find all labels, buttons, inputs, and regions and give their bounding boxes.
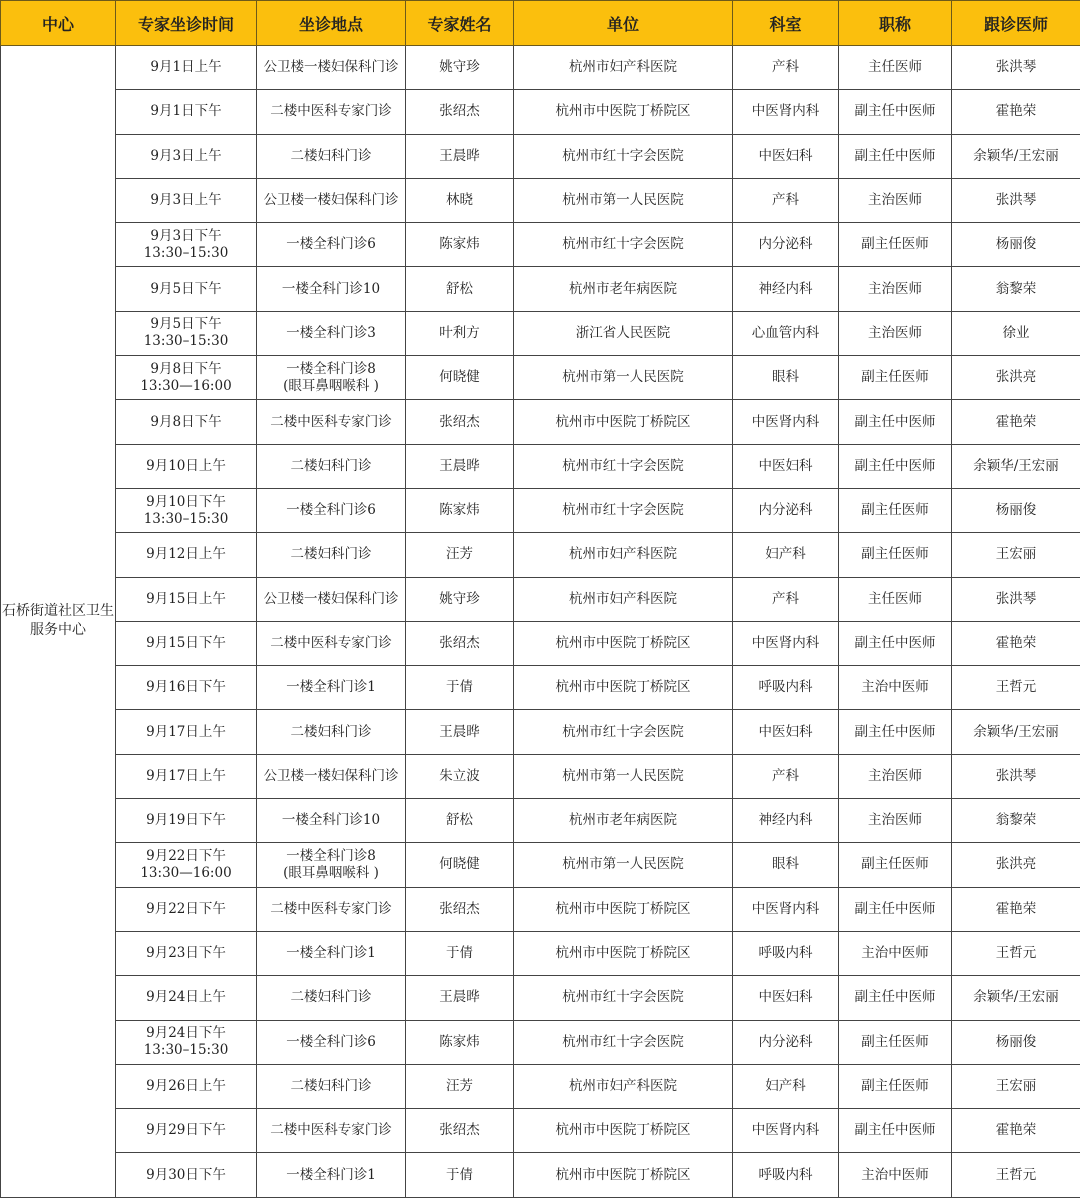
table-row <box>1 1153 1080 1197</box>
assistant-cell: 霍艳荣 <box>952 621 1080 665</box>
department-cell: 中医肾内科 <box>733 1109 839 1153</box>
location-line: 一楼全科门诊1 <box>286 1166 376 1183</box>
time-line: 9月17日上午 <box>146 723 226 740</box>
location-line: 二楼妇科门诊 <box>290 147 372 164</box>
expert-cell: 叶利方 <box>406 311 514 355</box>
table-row <box>1 533 1080 577</box>
assistant-cell: 余颖华/王宏丽 <box>952 444 1080 488</box>
department-cell: 内分泌科 <box>733 223 839 267</box>
assistant-cell: 王宏丽 <box>952 1064 1080 1108</box>
time-line: 9月1日上午 <box>150 59 222 76</box>
location-line: 二楼妇科门诊 <box>290 989 372 1006</box>
location-line: 一楼全科门诊3 <box>286 324 376 341</box>
title-cell: 主治医师 <box>839 799 952 843</box>
header-row <box>1 1 1080 46</box>
department-cell: 内分泌科 <box>733 488 839 532</box>
unit-cell: 杭州市红十字会医院 <box>514 710 733 754</box>
department-cell: 呼吸内科 <box>733 666 839 710</box>
table-row <box>1 46 1080 90</box>
location-note-line: (眼耳鼻咽喉科 ) <box>283 377 379 394</box>
location-cell <box>257 931 406 975</box>
time-cell <box>116 267 257 311</box>
location-line: 一楼全科门诊6 <box>286 1033 376 1050</box>
time-line: 9月10日上午 <box>146 457 226 474</box>
header-location: 坐诊地点 <box>257 1 406 46</box>
expert-cell: 舒松 <box>406 799 514 843</box>
expert-cell: 张绍杰 <box>406 1109 514 1153</box>
unit-cell: 杭州市红十字会医院 <box>514 134 733 178</box>
assistant-cell: 王哲元 <box>952 666 1080 710</box>
location-cell <box>257 400 406 444</box>
time-range-line: 13:30—16:00 <box>140 377 232 394</box>
unit-cell: 杭州市中医院丁桥院区 <box>514 1153 733 1197</box>
assistant-cell: 徐业 <box>952 311 1080 355</box>
location-cell <box>257 533 406 577</box>
time-line: 9月12日上午 <box>146 546 226 563</box>
title-cell: 副主任中医师 <box>839 710 952 754</box>
location-cell <box>257 799 406 843</box>
time-cell <box>116 178 257 222</box>
time-line: 9月17日上午 <box>146 767 226 784</box>
time-line: 9月23日下午 <box>146 945 226 962</box>
table-row <box>1 1064 1080 1108</box>
time-cell <box>116 488 257 532</box>
table-row <box>1 577 1080 621</box>
assistant-cell: 张洪琴 <box>952 178 1080 222</box>
table-header <box>1 1 1080 46</box>
time-cell <box>116 931 257 975</box>
expert-cell: 王晨晔 <box>406 976 514 1020</box>
location-line: 一楼全科门诊10 <box>281 812 381 829</box>
expert-cell: 王晨晔 <box>406 134 514 178</box>
department-cell: 中医妇科 <box>733 134 839 178</box>
title-cell: 主任医师 <box>839 46 952 90</box>
title-cell: 副主任中医师 <box>839 400 952 444</box>
location-cell <box>257 46 406 90</box>
location-cell <box>257 356 406 400</box>
expert-cell: 于倩 <box>406 1153 514 1197</box>
title-cell: 主治中医师 <box>839 931 952 975</box>
table-row <box>1 267 1080 311</box>
department-cell: 眼科 <box>733 356 839 400</box>
unit-cell: 浙江省人民医院 <box>514 311 733 355</box>
title-cell: 副主任中医师 <box>839 90 952 134</box>
table-row <box>1 1020 1080 1064</box>
time-cell <box>116 311 257 355</box>
expert-cell: 朱立波 <box>406 754 514 798</box>
time-line: 9月8日下午 <box>150 360 222 377</box>
assistant-cell: 余颖华/王宏丽 <box>952 976 1080 1020</box>
time-range-line: 13:30–15:30 <box>143 333 229 350</box>
time-line: 9月22日下午 <box>146 900 226 917</box>
location-cell <box>257 577 406 621</box>
expert-cell: 何晓健 <box>406 843 514 887</box>
expert-cell: 陈家炜 <box>406 488 514 532</box>
time-line: 9月19日下午 <box>146 812 226 829</box>
header-center: 中心 <box>1 1 116 46</box>
title-cell: 副主任医师 <box>839 488 952 532</box>
location-cell <box>257 976 406 1020</box>
table-row <box>1 1109 1080 1153</box>
table-row <box>1 931 1080 975</box>
header-unit: 单位 <box>514 1 733 46</box>
department-cell: 神经内科 <box>733 799 839 843</box>
location-cell <box>257 710 406 754</box>
location-line: 公卫楼一楼妇保科门诊 <box>263 590 399 607</box>
expert-cell: 姚守珍 <box>406 577 514 621</box>
time-cell <box>116 666 257 710</box>
title-cell: 副主任医师 <box>839 223 952 267</box>
time-line: 9月26日上午 <box>146 1077 226 1094</box>
header-expert: 专家姓名 <box>406 1 514 46</box>
unit-cell: 杭州市中医院丁桥院区 <box>514 621 733 665</box>
title-cell: 副主任医师 <box>839 1020 952 1064</box>
title-cell: 主治中医师 <box>839 666 952 710</box>
expert-cell: 于倩 <box>406 666 514 710</box>
unit-cell: 杭州市妇产科医院 <box>514 46 733 90</box>
table-row <box>1 710 1080 754</box>
department-cell: 产科 <box>733 754 839 798</box>
department-cell: 产科 <box>733 178 839 222</box>
department-cell: 呼吸内科 <box>733 931 839 975</box>
assistant-cell: 杨丽俊 <box>952 1020 1080 1064</box>
expert-cell: 陈家炜 <box>406 223 514 267</box>
department-cell: 中医妇科 <box>733 710 839 754</box>
department-cell: 中医肾内科 <box>733 621 839 665</box>
table-row <box>1 223 1080 267</box>
time-cell <box>116 533 257 577</box>
expert-cell: 王晨晔 <box>406 444 514 488</box>
unit-cell: 杭州市红十字会医院 <box>514 223 733 267</box>
department-cell: 中医肾内科 <box>733 887 839 931</box>
header-time: 专家坐诊时间 <box>116 1 257 46</box>
assistant-cell: 霍艳荣 <box>952 400 1080 444</box>
expert-cell: 舒松 <box>406 267 514 311</box>
time-line: 9月8日下午 <box>150 413 222 430</box>
table-row <box>1 90 1080 134</box>
department-cell: 内分泌科 <box>733 1020 839 1064</box>
time-range-line: 13:30–15:30 <box>143 510 229 527</box>
department-cell: 眼科 <box>733 843 839 887</box>
time-cell <box>116 1064 257 1108</box>
time-line: 9月5日下午 <box>150 280 222 297</box>
unit-cell: 杭州市妇产科医院 <box>514 577 733 621</box>
title-cell: 副主任医师 <box>839 533 952 577</box>
time-range-line: 13:30—16:00 <box>140 864 232 881</box>
time-line: 9月3日上午 <box>150 147 222 164</box>
expert-cell: 张绍杰 <box>406 887 514 931</box>
location-cell <box>257 1020 406 1064</box>
assistant-cell: 余颖华/王宏丽 <box>952 134 1080 178</box>
title-cell: 副主任医师 <box>839 1064 952 1108</box>
expert-cell: 汪芳 <box>406 1064 514 1108</box>
center-name-cell: 石桥街道社区卫生服务中心 <box>1 46 116 1198</box>
time-line: 9月1日下午 <box>150 103 222 120</box>
unit-cell: 杭州市中医院丁桥院区 <box>514 666 733 710</box>
location-line: 二楼妇科门诊 <box>290 457 372 474</box>
location-line: 二楼中医科专家门诊 <box>270 1122 392 1139</box>
time-cell <box>116 223 257 267</box>
expert-cell: 何晓健 <box>406 356 514 400</box>
department-cell: 中医肾内科 <box>733 90 839 134</box>
expert-cell: 张绍杰 <box>406 90 514 134</box>
department-cell: 中医妇科 <box>733 444 839 488</box>
header-assistant: 跟诊医师 <box>952 1 1080 46</box>
table-row <box>1 666 1080 710</box>
table-row <box>1 400 1080 444</box>
location-cell <box>257 1153 406 1197</box>
location-line: 二楼中医科专家门诊 <box>270 635 392 651</box>
location-cell <box>257 843 406 887</box>
time-line: 9月15日上午 <box>146 590 226 607</box>
table-row <box>1 843 1080 887</box>
expert-cell: 林晓 <box>406 178 514 222</box>
header-department: 科室 <box>733 1 839 46</box>
assistant-cell: 霍艳荣 <box>952 90 1080 134</box>
assistant-cell: 张洪琴 <box>952 577 1080 621</box>
assistant-cell: 王哲元 <box>952 1153 1080 1197</box>
unit-cell: 杭州市中医院丁桥院区 <box>514 887 733 931</box>
location-cell <box>257 134 406 178</box>
time-cell <box>116 134 257 178</box>
location-line: 二楼妇科门诊 <box>290 546 372 563</box>
table-row <box>1 754 1080 798</box>
time-cell <box>116 400 257 444</box>
time-line: 9月16日下午 <box>146 679 226 696</box>
time-range-line: 13:30–15:30 <box>143 244 229 261</box>
expert-cell: 汪芳 <box>406 533 514 577</box>
assistant-cell: 王宏丽 <box>952 533 1080 577</box>
time-line: 9月30日下午 <box>146 1166 226 1183</box>
time-cell <box>116 90 257 134</box>
time-range-line: 13:30–15:30 <box>143 1042 229 1059</box>
location-line: 公卫楼一楼妇保科门诊 <box>263 59 399 76</box>
unit-cell: 杭州市中医院丁桥院区 <box>514 400 733 444</box>
location-cell <box>257 223 406 267</box>
location-line: 公卫楼一楼妇保科门诊 <box>263 192 399 209</box>
location-cell <box>257 1109 406 1153</box>
unit-cell: 杭州市第一人民医院 <box>514 754 733 798</box>
unit-cell: 杭州市中医院丁桥院区 <box>514 931 733 975</box>
title-cell: 副主任中医师 <box>839 976 952 1020</box>
assistant-cell: 王哲元 <box>952 931 1080 975</box>
location-cell <box>257 488 406 532</box>
location-line: 一楼全科门诊1 <box>286 679 376 696</box>
location-cell <box>257 1064 406 1108</box>
table-row <box>1 799 1080 843</box>
table-row <box>1 178 1080 222</box>
location-line: 一楼全科门诊8 <box>286 847 376 864</box>
time-line: 9月29日下午 <box>146 1122 226 1139</box>
time-cell <box>116 754 257 798</box>
department-cell: 产科 <box>733 46 839 90</box>
location-line: 一楼全科门诊10 <box>281 280 381 297</box>
title-cell: 主治中医师 <box>839 1153 952 1197</box>
table-row <box>1 887 1080 931</box>
department-cell: 中医肾内科 <box>733 400 839 444</box>
title-cell: 主治医师 <box>839 178 952 222</box>
assistant-cell: 张洪亮 <box>952 843 1080 887</box>
location-cell <box>257 754 406 798</box>
location-cell <box>257 311 406 355</box>
table-row <box>1 976 1080 1020</box>
time-cell <box>116 976 257 1020</box>
unit-cell: 杭州市第一人民医院 <box>514 356 733 400</box>
title-cell: 副主任中医师 <box>839 134 952 178</box>
unit-cell: 杭州市妇产科医院 <box>514 1064 733 1108</box>
time-cell <box>116 577 257 621</box>
time-line: 9月22日下午 <box>146 847 226 864</box>
unit-cell: 杭州市红十字会医院 <box>514 976 733 1020</box>
location-cell <box>257 267 406 311</box>
assistant-cell: 余颖华/王宏丽 <box>952 710 1080 754</box>
department-cell: 心血管内科 <box>733 311 839 355</box>
unit-cell: 杭州市老年病医院 <box>514 267 733 311</box>
department-cell: 神经内科 <box>733 267 839 311</box>
location-line: 二楼中医科专家门诊 <box>270 413 392 430</box>
expert-cell: 姚守珍 <box>406 46 514 90</box>
unit-cell: 杭州市中医院丁桥院区 <box>514 1109 733 1153</box>
title-cell: 副主任中医师 <box>839 1109 952 1153</box>
time-cell <box>116 1153 257 1197</box>
unit-cell: 杭州市妇产科医院 <box>514 533 733 577</box>
location-line: 一楼全科门诊1 <box>286 945 376 962</box>
expert-cell: 张绍杰 <box>406 400 514 444</box>
time-cell <box>116 843 257 887</box>
department-cell: 中医妇科 <box>733 976 839 1020</box>
title-cell: 主任医师 <box>839 577 952 621</box>
location-line: 一楼全科门诊8 <box>286 360 376 377</box>
table-row <box>1 488 1080 532</box>
time-line: 9月3日下午 <box>150 227 222 244</box>
time-line: 9月24日下午 <box>146 1025 226 1042</box>
location-line: 二楼中医科专家门诊 <box>270 900 392 917</box>
title-cell: 主治医师 <box>839 267 952 311</box>
unit-cell: 杭州市红十字会医院 <box>514 488 733 532</box>
time-cell <box>116 710 257 754</box>
department-cell: 妇产科 <box>733 1064 839 1108</box>
title-cell: 主治医师 <box>839 311 952 355</box>
assistant-cell: 翁黎荣 <box>952 267 1080 311</box>
time-line: 9月5日下午 <box>150 316 222 333</box>
location-cell <box>257 666 406 710</box>
title-cell: 副主任中医师 <box>839 444 952 488</box>
table-row <box>1 444 1080 488</box>
location-cell <box>257 90 406 134</box>
time-line: 9月3日上午 <box>150 192 222 209</box>
unit-cell: 杭州市第一人民医院 <box>514 178 733 222</box>
title-cell: 副主任医师 <box>839 843 952 887</box>
assistant-cell: 杨丽俊 <box>952 223 1080 267</box>
title-cell: 副主任医师 <box>839 356 952 400</box>
time-cell <box>116 799 257 843</box>
time-cell <box>116 887 257 931</box>
title-cell: 主治医师 <box>839 754 952 798</box>
time-line: 9月24日上午 <box>146 989 226 1006</box>
location-line: 一楼全科门诊6 <box>286 236 376 253</box>
unit-cell: 杭州市红十字会医院 <box>514 1020 733 1064</box>
location-line: 一楼全科门诊6 <box>286 502 376 519</box>
table-row <box>1 134 1080 178</box>
location-line: 公卫楼一楼妇保科门诊 <box>263 767 399 784</box>
time-cell <box>116 621 257 665</box>
title-cell: 副主任中医师 <box>839 621 952 665</box>
location-cell <box>257 621 406 665</box>
expert-cell: 王晨晔 <box>406 710 514 754</box>
location-cell <box>257 444 406 488</box>
assistant-cell: 霍艳荣 <box>952 887 1080 931</box>
location-line: 二楼妇科门诊 <box>290 1077 372 1094</box>
time-line: 9月15日下午 <box>146 635 226 651</box>
table-row <box>1 621 1080 665</box>
unit-cell: 杭州市第一人民医院 <box>514 843 733 887</box>
assistant-cell: 张洪琴 <box>952 46 1080 90</box>
assistant-cell: 杨丽俊 <box>952 488 1080 532</box>
table-body <box>1 46 1080 1198</box>
location-line: 二楼妇科门诊 <box>290 723 372 740</box>
department-cell: 呼吸内科 <box>733 1153 839 1197</box>
title-cell: 副主任中医师 <box>839 887 952 931</box>
location-cell <box>257 178 406 222</box>
department-cell: 产科 <box>733 577 839 621</box>
time-cell <box>116 1109 257 1153</box>
location-line: 二楼中医科专家门诊 <box>270 103 392 120</box>
assistant-cell: 张洪琴 <box>952 754 1080 798</box>
time-line: 9月10日下午 <box>146 493 226 510</box>
expert-cell: 张绍杰 <box>406 621 514 665</box>
assistant-cell: 张洪亮 <box>952 356 1080 400</box>
time-cell <box>116 356 257 400</box>
unit-cell: 杭州市中医院丁桥院区 <box>514 90 733 134</box>
unit-cell: 杭州市老年病医院 <box>514 799 733 843</box>
time-cell <box>116 444 257 488</box>
time-cell <box>116 46 257 90</box>
table-row <box>1 311 1080 355</box>
expert-cell: 陈家炜 <box>406 1020 514 1064</box>
location-cell <box>257 887 406 931</box>
header-title: 职称 <box>839 1 952 46</box>
unit-cell: 杭州市红十字会医院 <box>514 444 733 488</box>
department-cell: 妇产科 <box>733 533 839 577</box>
table-row <box>1 356 1080 400</box>
location-note-line: (眼耳鼻咽喉科 ) <box>283 864 379 881</box>
time-cell <box>116 1020 257 1064</box>
expert-cell: 于倩 <box>406 931 514 975</box>
assistant-cell: 翁黎荣 <box>952 799 1080 843</box>
assistant-cell: 霍艳荣 <box>952 1109 1080 1153</box>
